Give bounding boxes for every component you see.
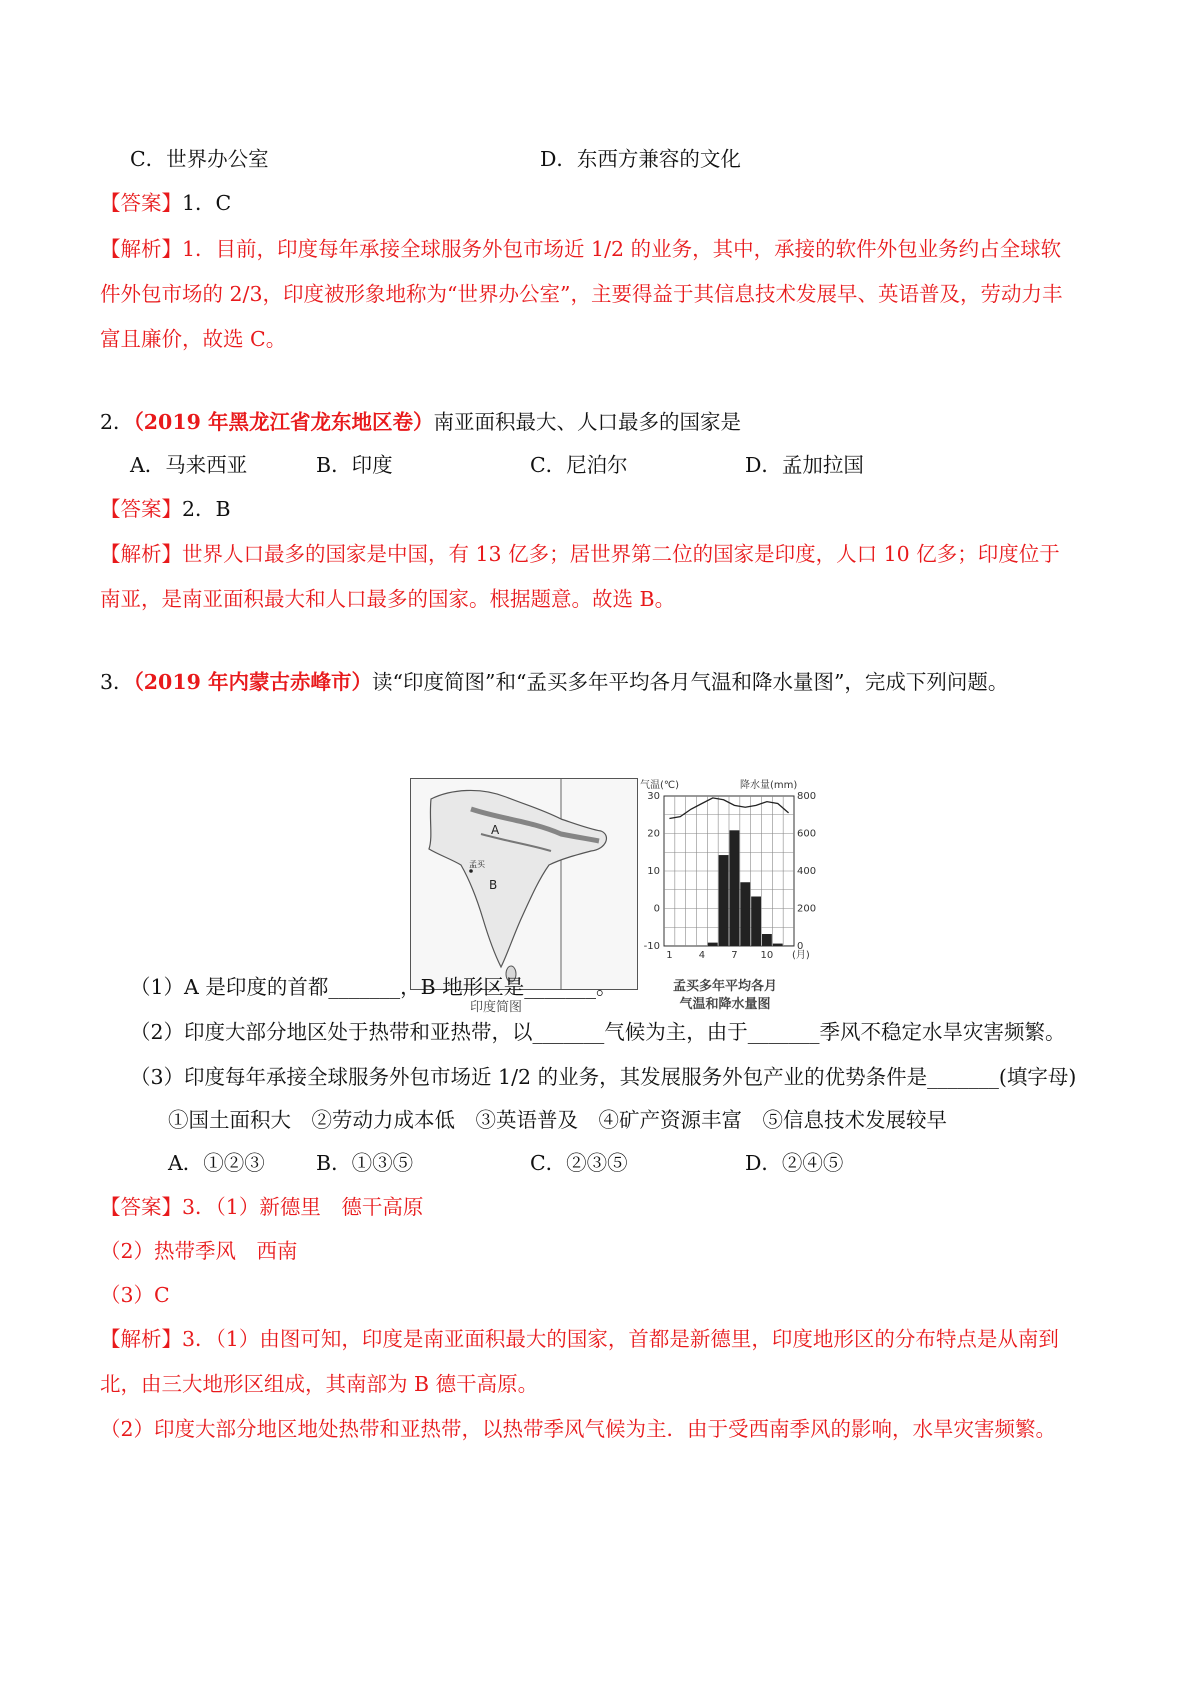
precip-tick-label: 0 [797,941,804,952]
map-caption: 印度简图 [470,1000,523,1015]
q3-source: （2019 年内蒙古赤峰市） [133,670,372,694]
q3-number: 3． [100,670,134,694]
q3-answer-line2: （2）热带季风 西南 [100,1239,298,1263]
map-label-b: B [489,878,498,892]
precip-bar [719,855,729,946]
precip-bar [773,944,783,946]
q3-stem-text: 读“印度简图”和“孟买多年平均各月气温和降水量图”，完成下列问题。 [372,670,1009,694]
q1-analysis-line2: 件外包市场的 2/3，印度被形象地称为“世界办公室”，主要得益于其信息技术发展早、英语普及，劳动力丰 [100,282,1063,306]
q2-number: 2． [100,410,134,434]
india-outline [429,790,606,967]
q2-stem [100,405,741,435]
temp-axis-title: 气温(℃) [640,780,680,791]
answer-tag: 【答案】 [100,191,182,215]
precip-tick-label: 600 [797,828,817,840]
analysis-tag: 【解析】 [100,237,182,261]
q1-answer [100,186,231,216]
mumbai-dot [469,869,473,873]
q3-conditions: ①国土面积大 ②劳动力成本低 ③英语普及 ④矿产资源丰富 ⑤信息技术发展较早 [168,1108,947,1132]
q1-analysis-line3: 富且廉价，故选 C。 [100,327,287,351]
q2-option-c: C．尼泊尔 [530,453,628,477]
q1-option-d: D．东西方兼容的文化 [540,147,741,171]
analysis-text: 世界人口最多的国家是中国，有 13 亿多；居世界第二位的国家是印度，人口 10 亿多；印度位于 [182,542,1060,566]
answer-text: 3．（1）新德里 德干高原 [182,1195,424,1219]
precip-tick-label: 800 [797,791,817,802]
q3-option-a: A．①②③ [168,1151,265,1175]
temp-tick-label: 0 [653,903,660,915]
month-tick-label: 4 [698,950,706,961]
month-unit-label: (月) [792,950,810,961]
india-map-graphic [411,779,637,989]
q3-sub3: （3）印度每年承接全球服务外包市场近 1/2 的业务，其发展服务外包产业的优势条件是_______(填字母) [130,1065,1077,1089]
answer-text: 2．B [182,497,231,521]
climate-chart [636,778,826,978]
q2-analysis-line1 [100,537,1060,567]
climate-caption-line1: 孟买多年平均各月 [672,979,777,994]
precip-bar [751,897,761,947]
q2-option-b: B．印度 [316,453,393,477]
precip-bar [784,945,794,946]
month-tick-label: 1 [666,950,673,961]
analysis-text: 1．目前，印度每年承接全球服务外包市场近 1/2 的业务，其中，承接的软件外包业务约占全球软 [182,237,1062,261]
q2-stem-text: 南亚面积最大、人口最多的国家是 [433,410,741,434]
analysis-tag: 【解析】 [100,1327,182,1351]
month-tick-label: 7 [731,950,738,961]
precip-bar [762,934,772,946]
climate-caption-line2: 气温和降水量图 [679,997,771,1012]
q3-option-d: D．②④⑤ [745,1151,844,1175]
month-tick-label: 10 [760,950,774,961]
q1-analysis-line1 [100,232,1061,262]
precip-bar [740,882,750,946]
map-label-mumbai: 孟买 [469,860,485,869]
temp-tick-label: 30 [647,791,660,802]
map-label-a: A [491,823,500,837]
q1-option-c: C．世界办公室 [130,147,269,171]
q3-analysis-line3: （2）印度大部分地区地处热带和亚热带，以热带季风气候为主．由于受西南季风的影响，水旱灾害频繁。 [100,1417,1057,1441]
q2-option-a: A．马来西亚 [130,453,248,477]
precip-bar [708,943,718,946]
q3-option-c: C．②③⑤ [530,1151,628,1175]
temp-tick-label: 10 [647,866,660,877]
precip-tick-label: 200 [797,903,817,915]
q2-option-d: D．孟加拉国 [745,453,864,477]
q3-sub2: （2）印度大部分地区处于热带和亚热带，以_______气候为主，由于_______季风不稳定水旱灾害频繁。 [130,1020,1066,1044]
q2-answer [100,492,231,522]
q3-answer-line3: （3）C [100,1283,170,1307]
q2-analysis-line2: 南亚，是南亚面积最大和人口最多的国家。根据题意。故选 B。 [100,587,676,611]
temp-tick-label: 20 [647,828,660,840]
q3-stem [100,665,1008,695]
temp-tick-label: -10 [643,941,660,952]
q3-option-b: B．①③⑤ [316,1151,414,1175]
precip-tick-label: 400 [797,866,817,877]
precip-axis-title: 降水量(mm) [740,780,798,791]
india-map [410,778,638,990]
q3-analysis-line1 [100,1322,1059,1352]
analysis-text: 3．（1）由图可知，印度是南亚面积最大的国家，首都是新德里，印度地形区的分布特点是从南到 [182,1327,1059,1351]
analysis-tag: 【解析】 [100,542,182,566]
q3-answer-line1 [100,1190,423,1220]
answer-tag: 【答案】 [100,497,182,521]
answer-tag: 【答案】 [100,1195,182,1219]
q2-source: （2019 年黑龙江省龙东地区卷） [133,410,434,434]
q3-analysis-line2: 北，由三大地形区组成，其南部为 B 德干高原。 [100,1372,539,1396]
precip-bar [730,830,740,946]
answer-text: 1．C [182,191,232,215]
q3-sub1: （1）A 是印度的首都_______，B 地形区是_______。 [130,975,617,999]
climate-caption [640,978,810,1014]
